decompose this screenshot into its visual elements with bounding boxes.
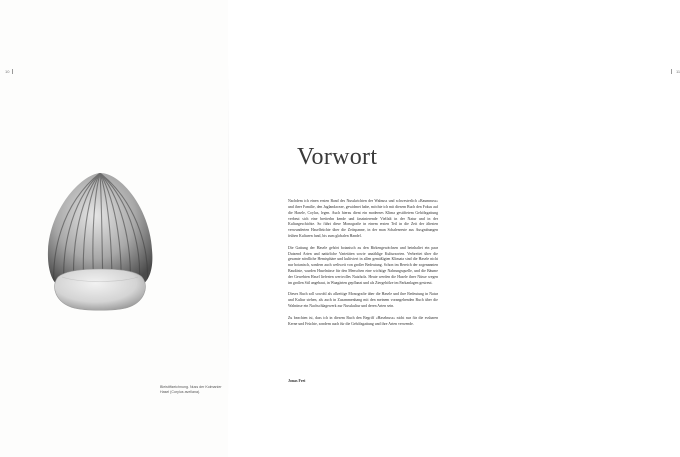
left-page [0,0,228,457]
body-text [288,199,438,333]
page-marker-right [671,69,672,74]
author-signature: Jonas Frei [288,379,306,383]
hazelnut-illustration [40,165,160,315]
page-number-right: 11 [676,69,680,74]
paragraph: Zu beachten ist, dass ich in diesem Buch den Begriff «Haselnuss» nicht nur für die essbaren Kerne und Früchte, sondern auch für die Gehölzgattung und ihre Arten verwende. [288,315,438,326]
chapter-title: Vorwort [297,144,378,171]
figure-caption: Bleistiftzeichnung. Nuss der Kolmanier Hasel (Corylus avellana). [160,385,222,394]
paragraph: Dieses Buch soll sowohl als allzeitige Monografie über die Hasele und ihre Bedeutung in Natur und Kultur stehen, als auch in Zusammenhang mit den meinem vorangehenden Buch über die Walnüsse ein Nachschlagewerk zur Nusskultur und deren Arten sein. [288,292,438,309]
page-marker-left [12,69,13,74]
paragraph: Die Gattung der Hasele gehört botanisch zu den Birkengewächsen und beinhaltet ein paar Dutzend Arten und natürliche Varietäten sowie unzählige Kultursorten. Verbreitet über die gesamte nördliche Hemisphäre und kultiviert in allen gemäßigten Klimata sind die Hasele nicht nur botanisch, sondern auch weltweit von großer Bedeutung. Schon im Bereich der sogenannten Baudäste, wurden Haselnüsse für den Menschen eine wichtige Nahrungsquelle, und die Bäume der Gewebten Hasel lieferten wertvolles Nutzholz. Heute werden die Hasele ihrer Nüsse wegen im großen Stil angebaut, in Waagärten gepflanzt und als Ziergehölze im Parkanlagen gestreut. [288,245,438,285]
shell-base [55,269,146,310]
paragraph: Nachdem ich einen ersten Band des Nusskrichten der Walnuss und schwesterlich «Baumnuss» und ihrer Familie, den Juglandaceae, gewidmet habe, möchte ich mit diesem Buch den Fokus auf die Hasele, Coylus, legen. Auch hierzu dient ein modernes Klima gestiftetem Gehölzgattung verbeut sich eine breiterhn kende und faszinierende Vielfalt in der Natur und in der Kulturgeschichte. So führt diese Monografie in einem ersten Teil in die Zeit der ältesten verwunderten Haselfrüchte über die Zeitspanne, in der man Schalenreste aus Ausgrabungen frühen Kulturen fand, bis zum globalen Handel. [288,199,438,239]
page-number-left: 10 [5,69,10,74]
